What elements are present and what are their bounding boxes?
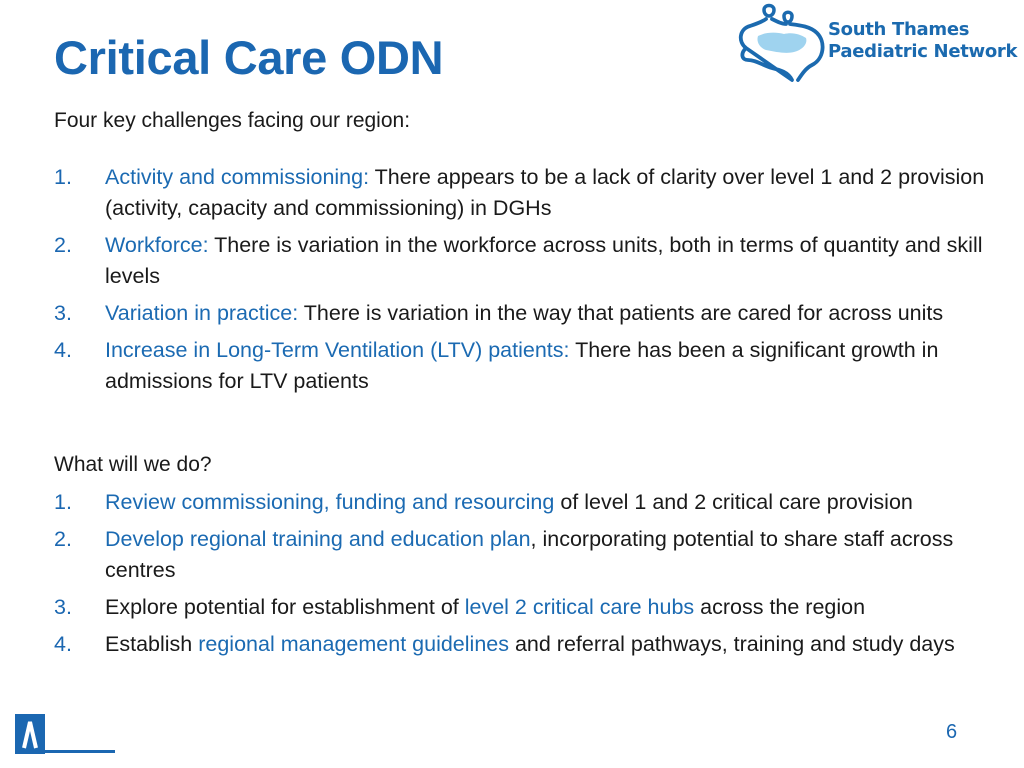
challenge-item bbox=[54, 162, 999, 224]
challenge-heading: Workforce: bbox=[105, 233, 209, 257]
item-number: 4. bbox=[54, 338, 72, 362]
challenge-text: There is variation in the way that patients are cared for across units bbox=[298, 301, 944, 325]
network-logo bbox=[736, 2, 1024, 86]
item-number: 4. bbox=[54, 632, 72, 656]
logo-line-1: South Thames bbox=[828, 19, 970, 40]
item-number: 1. bbox=[54, 165, 72, 189]
challenge-text: There appears to be a lack of clarity over level 1 and 2 provision (activity, capacity and commissioning) in DGHs bbox=[105, 165, 985, 220]
challenge-heading: Variation in practice: bbox=[105, 301, 299, 325]
nhs-footer-mark-icon bbox=[15, 714, 117, 756]
action-highlight: level 2 critical care hubs bbox=[464, 595, 695, 619]
item-number: 3. bbox=[54, 301, 72, 325]
challenge-item bbox=[54, 298, 999, 329]
actions-list bbox=[54, 487, 999, 666]
action-highlight: Develop regional training and education plan bbox=[105, 527, 531, 551]
logo-line-2: Paediatric Network bbox=[828, 41, 1018, 62]
item-number: 2. bbox=[54, 527, 72, 551]
action-item bbox=[54, 592, 999, 623]
challenge-text: There is variation in the workforce across units, both in terms of quantity and skill levels bbox=[105, 233, 983, 288]
challenge-heading: Increase in Long-Term Ventilation (LTV) patients: bbox=[105, 338, 570, 362]
action-text-after: and referral pathways, training and study days bbox=[508, 632, 955, 656]
item-number: 1. bbox=[54, 490, 72, 514]
item-number: 3. bbox=[54, 595, 72, 619]
challenge-item bbox=[54, 335, 999, 397]
action-text-after: , incorporating potential to share staff across centres bbox=[105, 527, 954, 582]
action-text-after: of level 1 and 2 critical care provision bbox=[554, 490, 913, 514]
action-text-before: Explore potential for establishment of bbox=[105, 595, 465, 619]
challenge-text: There has been a significant growth in admissions for LTV patients bbox=[105, 338, 939, 393]
action-highlight: regional management guidelines bbox=[198, 632, 509, 656]
action-text-after: across the region bbox=[694, 595, 866, 619]
action-item bbox=[54, 524, 999, 586]
slide-title: Critical Care ODN bbox=[54, 31, 444, 84]
intro-text: Four key challenges facing our region: bbox=[54, 109, 411, 132]
challenge-item bbox=[54, 230, 999, 292]
item-number: 2. bbox=[54, 233, 72, 257]
challenges-list bbox=[54, 162, 999, 403]
challenge-heading: Activity and commissioning: bbox=[105, 165, 370, 189]
action-highlight: Review commissioning, funding and resourcing bbox=[105, 490, 555, 514]
page-number: 6 bbox=[946, 721, 958, 743]
actions-heading: What will we do? bbox=[54, 453, 212, 476]
action-text-before: Establish bbox=[105, 632, 199, 656]
action-item bbox=[54, 487, 999, 518]
children-map-logo-icon bbox=[736, 2, 828, 86]
action-item bbox=[54, 629, 999, 660]
